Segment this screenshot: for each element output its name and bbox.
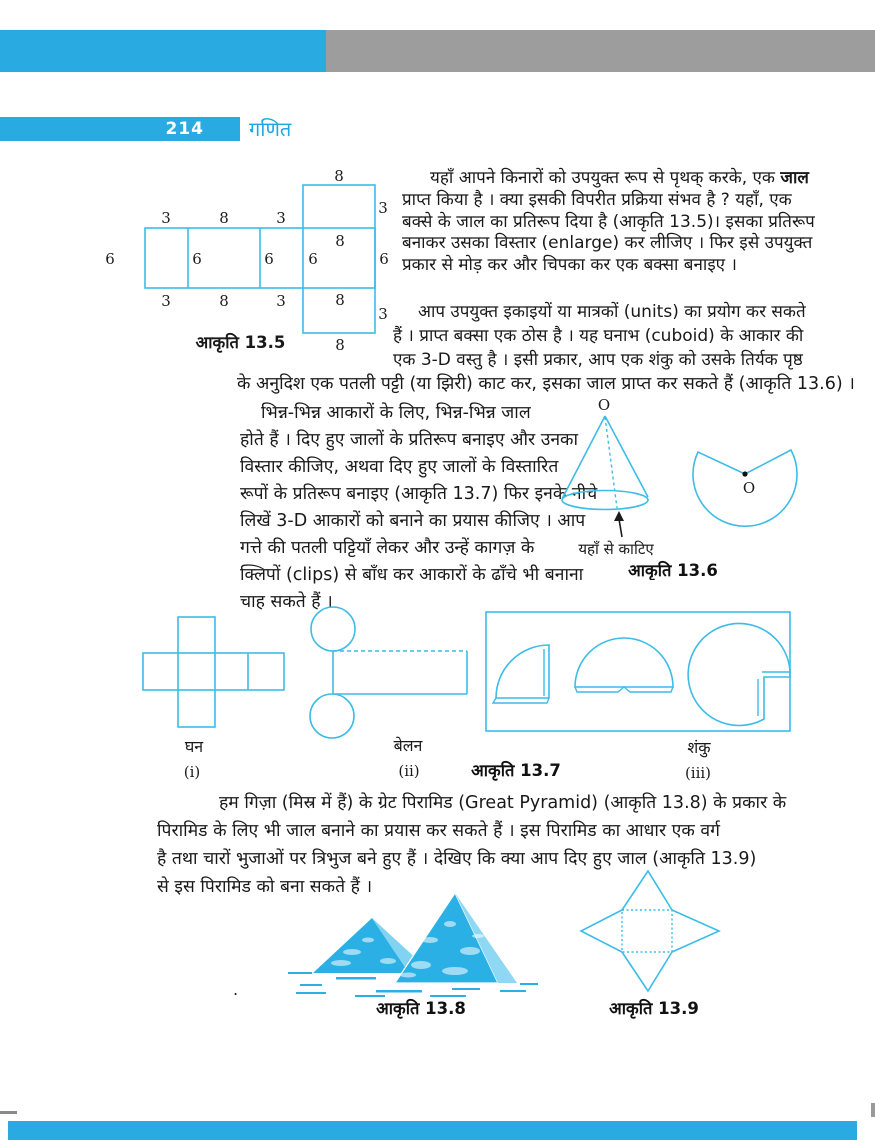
figure-13-8-and-13-9 [280, 862, 750, 1022]
edge-label: 3 [161, 209, 171, 227]
sector-center-label: O [742, 479, 756, 497]
text-line: हम गिज़ा (मिस्र में हैं) के ग्रेट पिरामिड (Great Pyramid) (आकृति 13.8) के प्रकार के [219, 793, 787, 813]
cut-arrow-head [614, 511, 624, 521]
text-line: प्राप्त किया है । क्या इसकी विपरीत प्रक्रिया संभव है ? यहाँ, एक [402, 189, 792, 210]
edge-label: 6 [379, 250, 389, 268]
net-triangle-left [581, 910, 622, 952]
paragraph-3 [240, 400, 597, 616]
header-accent-bar [0, 30, 326, 72]
subject-title: गणित [249, 117, 292, 141]
cone-nets-box [486, 612, 790, 731]
quarter-sector [496, 645, 549, 698]
figure-13-7-caption: आकृति 13.7 [471, 761, 561, 780]
text-line: गत्ते की पतली पट्टियाँ लेकर और उन्हें कागज़ के [240, 538, 535, 558]
text-line: विस्तार कीजिए, अथवा दिए हुए जालों के विस्तारित [240, 457, 559, 477]
cylinder-top-circle [311, 607, 355, 651]
right-margin-tick [871, 1103, 875, 1117]
text-line [402, 168, 815, 190]
text-line: पिरामिड के लिए भी जाल बनाने का प्रयास कर सकते हैं । इस पिरामिड का आधार एक वर्ग [157, 821, 720, 841]
text-line: होते हैं । दिए हुए जालों के प्रतिरूप बनाइए और उनका [240, 430, 579, 450]
text-line: से इस पिरामिड को बना सकते हैं । [157, 877, 373, 897]
header-gray-bar [326, 30, 875, 72]
edge-label: 8 [335, 336, 345, 354]
cut-arrow-shaft [619, 519, 622, 537]
edge-label: 8 [219, 209, 229, 227]
paragraph-1 [402, 168, 815, 277]
text-line: आप उपयुक्त इकाइयों या मात्रकों (units) का प्रयोग कर सकते [418, 302, 806, 322]
figure-13-8-caption: आकृति 13.8 [376, 999, 466, 1018]
text-line: है तथा चारों भुजाओं पर त्रिभुज बने हुए हैं । देखिए कि क्या आप दिए हुए जाल (आकृति 13.9) [157, 849, 757, 869]
edge-label: 3 [276, 209, 286, 227]
text-line: बक्से के जाल का प्रतिरूप दिया है (आकृति 13.5)। इसका प्रतिरूप [402, 211, 815, 232]
edge-label: 3 [276, 292, 286, 310]
edge-label: 8 [335, 291, 345, 309]
text-line: एक 3-D वस्तु है । इसी प्रकार, आप एक शंकु को उसके तिर्यक पृष्ठ [393, 350, 803, 370]
half-sector [575, 638, 673, 687]
figure-13-6-cone [550, 395, 875, 580]
cylinder-label: बेलन [393, 736, 423, 755]
figure-13-6-caption: आकृति 13.6 [628, 561, 718, 580]
left-margin-tick [0, 1111, 17, 1114]
edge-label: 3 [378, 199, 388, 217]
cut-here-label: यहाँ से काटिए [578, 540, 654, 558]
text-line: भिन्न-भिन्न आकारों के लिए, भिन्न-भिन्न जाल [261, 403, 531, 423]
cone-cut-line [605, 417, 617, 508]
edge-label: 8 [335, 232, 345, 250]
figure-13-7-nets [95, 598, 875, 793]
paragraph-2 [393, 300, 806, 372]
bold-term: जाल [780, 168, 809, 188]
cylinder-numeral: (ii) [398, 762, 420, 780]
text-line: क्लिपों (clips) से बाँध कर आकारों के ढाँचे भी बनाना [240, 565, 584, 585]
cone-numeral: (iii) [684, 764, 712, 782]
sector-center-dot [742, 471, 747, 476]
cone-right-edge [605, 416, 648, 497]
cube-net-column [178, 617, 215, 727]
edge-label: 3 [161, 292, 171, 310]
three-quarter-sector [688, 623, 790, 725]
text-run: यहाँ आपने किनारों को उपयुक्त रूप से पृथक् करके, एक [430, 168, 781, 188]
text-line: प्रकार से मोड़ कर और चिपका कर एक बक्सा बनाइए । [402, 255, 737, 276]
cone-apex-label: O [597, 396, 611, 414]
edge-label: 6 [264, 250, 274, 268]
edge-label: 6 [105, 250, 115, 268]
net-triangle-bottom [622, 952, 672, 991]
cone-left-edge [562, 416, 605, 499]
figure-13-9-caption: आकृति 13.9 [609, 999, 699, 1018]
edge-label: 8 [334, 167, 344, 185]
page-number-badge: 214 [0, 117, 240, 141]
cylinder-bottom-circle [310, 694, 354, 738]
net-triangle-right [672, 910, 719, 952]
edge-label: 6 [192, 250, 202, 268]
figure-13-5-caption: आकृति 13.5 [195, 333, 286, 352]
cube-label: घन [184, 737, 204, 756]
footer-accent-bar [8, 1121, 857, 1140]
text-line: चाह सकते हैं । [240, 592, 333, 612]
pyramid-net [581, 871, 719, 991]
net-square-dotted [622, 910, 672, 952]
net-triangle-top [622, 871, 672, 910]
edge-label: 6 [308, 250, 318, 268]
stray-period-mark: . [233, 980, 239, 999]
cube-net-row [143, 653, 284, 690]
cone-base-ellipse [562, 491, 648, 510]
text-line: लिखें 3-D आकारों को बनाने का प्रयास कीजिए । आप [240, 511, 586, 531]
cube-numeral: (i) [183, 763, 201, 781]
text-line: हैं । प्राप्त बक्सा एक ठोस है । यह घनाभ (cuboid) के आकार की [393, 326, 804, 346]
paragraph-2-continuation-line: के अनुदिश एक पतली पट्टी (या झिरी) काट कर, इसका जाल प्राप्त कर सकते हैं (आकृति 13.6) । [237, 374, 855, 394]
text-line: बनाकर उसका विस्तार (enlarge) कर लीजिए । फिर इसे उपयुक्त [402, 233, 813, 254]
edge-label: 8 [219, 292, 229, 310]
text-line: रूपों के प्रतिरूप बनाइए (आकृति 13.7) फिर इनके नीचे [240, 484, 598, 504]
edge-label: 3 [378, 305, 388, 323]
cone-label: शंकु [687, 738, 711, 757]
